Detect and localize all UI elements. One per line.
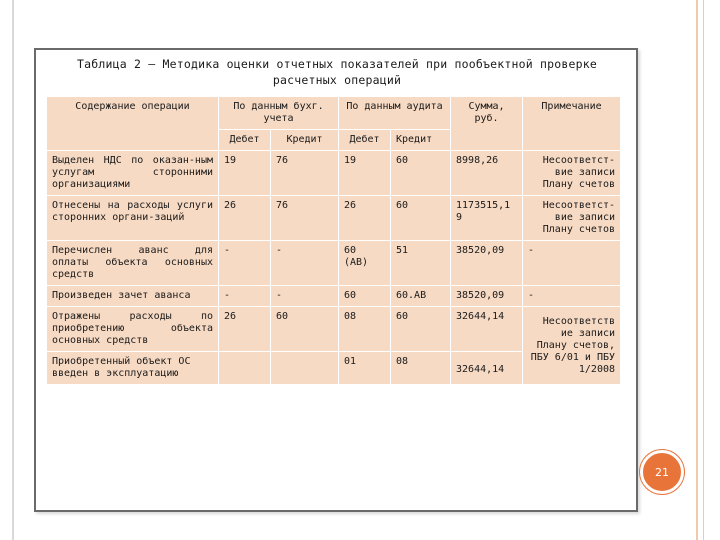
- cell-note: Несоответств ие записи Плану счетов, ПБУ 6/01 и ПБУ 1/2008: [523, 307, 621, 385]
- cell-acc-debit: [219, 352, 271, 385]
- cell-note: Несоответст-вие записи Плану счетов: [523, 151, 621, 196]
- table-title-line-1: Таблица 2 – Методика оценки отчетных показателей при пообъектной проверке: [76, 57, 598, 71]
- cell-operation: Приобретенный объект ОС введен в эксплуатацию: [47, 352, 219, 385]
- table-row: [47, 307, 621, 352]
- cell-note: Несоответст-вие записи Плану счетов: [523, 196, 621, 241]
- cell-acc-credit: 60: [271, 307, 339, 352]
- table-title: [40, 56, 634, 88]
- cell-operation: Произведен зачет аванса: [47, 286, 219, 307]
- header-note: Примечание: [523, 97, 621, 151]
- header-operation: Содержание операции: [47, 97, 219, 151]
- cell-aud-debit: 26: [339, 196, 391, 241]
- cell-amount: 32644,14: [451, 352, 523, 385]
- cell-acc-credit: 76: [271, 151, 339, 196]
- cell-acc-credit: [271, 352, 339, 385]
- cell-aud-credit: 60: [391, 151, 451, 196]
- header-row: [47, 97, 621, 130]
- cell-acc-credit: 76: [271, 196, 339, 241]
- cell-operation: Отнесены на расходы услуги сторонних органи-заций: [47, 196, 219, 241]
- cell-operation: Перечислен аванс для оплаты объекта основных средств: [47, 241, 219, 286]
- table-row: [47, 151, 621, 196]
- cell-acc-debit: 26: [219, 196, 271, 241]
- header-aud-debit: Дебет: [339, 130, 391, 151]
- cell-aud-credit: 60: [391, 307, 451, 352]
- cell-aud-debit: 60 (АВ): [339, 241, 391, 286]
- cell-aud-credit: 08: [391, 352, 451, 385]
- cell-aud-debit: 19: [339, 151, 391, 196]
- cell-aud-debit: 01: [339, 352, 391, 385]
- cell-operation: Выделен НДС по оказан-ным услугам сторонними организациями: [47, 151, 219, 196]
- slide-right-rule-thin: [703, 0, 704, 540]
- cell-aud-credit: 60: [391, 196, 451, 241]
- cell-aud-debit: 08: [339, 307, 391, 352]
- audit-method-table: [46, 96, 621, 385]
- table-title-line-2: расчетных операций: [272, 73, 402, 87]
- table-row: [47, 196, 621, 241]
- page-number-badge: [640, 450, 684, 494]
- header-accounting: По данным бухг. учета: [219, 97, 339, 130]
- header-amount: Сумма, руб.: [451, 97, 523, 151]
- header-audit: По данным аудита: [339, 97, 451, 130]
- cell-amount: 1173515,1 9: [451, 196, 523, 241]
- cell-amount: 38520,09: [451, 286, 523, 307]
- cell-amount: 38520,09: [451, 241, 523, 286]
- page-number: 21: [655, 465, 669, 479]
- cell-acc-debit: 26: [219, 307, 271, 352]
- header-aud-credit: Кредит: [391, 130, 451, 151]
- cell-amount: 32644,14: [451, 307, 523, 352]
- cell-operation: Отражены расходы по приобретению объекта основных средств: [47, 307, 219, 352]
- cell-note: -: [523, 286, 621, 307]
- table-row: [47, 241, 621, 286]
- cell-acc-debit: -: [219, 286, 271, 307]
- cell-aud-credit: 60.АВ: [391, 286, 451, 307]
- slide-right-rule: [696, 0, 698, 540]
- cell-aud-debit: 60: [339, 286, 391, 307]
- slide-left-rule: [12, 0, 14, 540]
- cell-acc-credit: -: [271, 241, 339, 286]
- table-row: [47, 286, 621, 307]
- cell-aud-credit: 51: [391, 241, 451, 286]
- cell-acc-credit: -: [271, 286, 339, 307]
- cell-acc-debit: -: [219, 241, 271, 286]
- cell-note: -: [523, 241, 621, 286]
- cell-acc-debit: 19: [219, 151, 271, 196]
- header-acc-debit: Дебет: [219, 130, 271, 151]
- cell-amount: 8998,26: [451, 151, 523, 196]
- header-acc-credit: Кредит: [271, 130, 339, 151]
